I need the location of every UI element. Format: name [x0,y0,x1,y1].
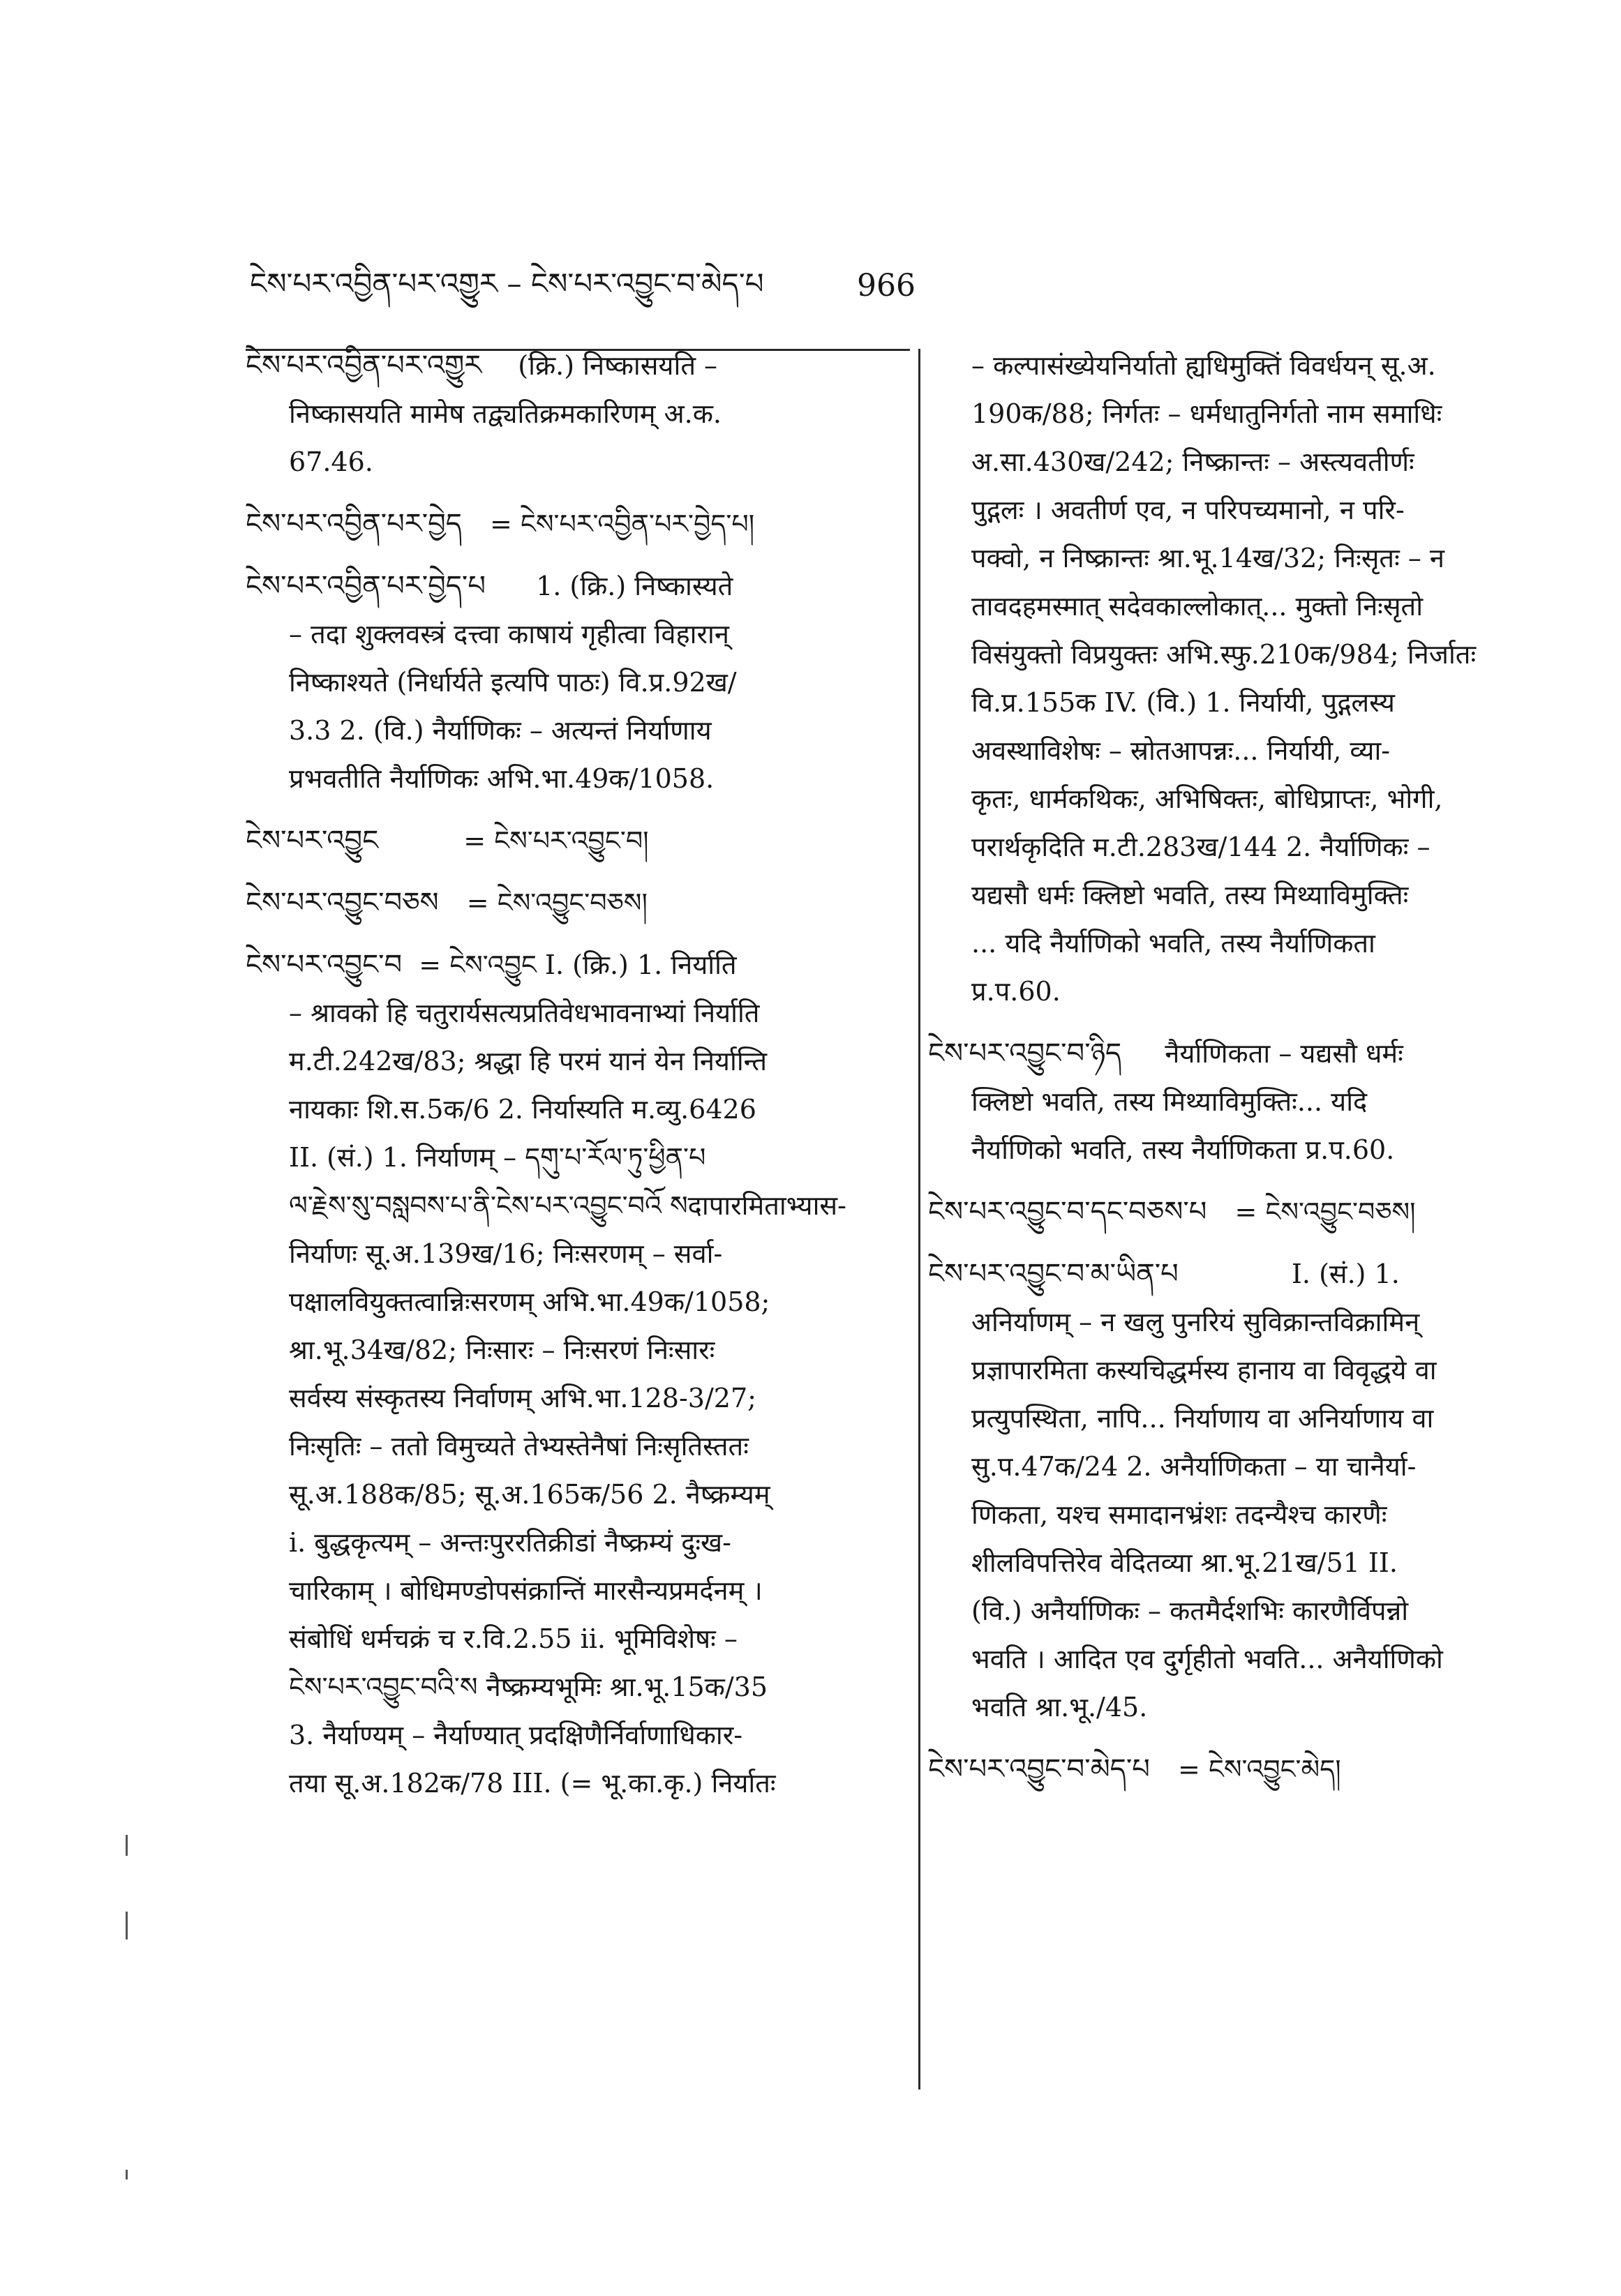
page-number: 966 [857,268,916,303]
entry-text: निष्काश्यते (निर्धार्यते इत्यपि पाठः) वि.प्र.92ख/ [289,667,737,698]
entry-headword: ངེས་པར་འབྱིན་པར་བྱེད [246,508,462,540]
entry-text: तया सू.अ.182क/78 III. (= भू.का.कृ.) निर्यातः [289,1768,776,1799]
entry-text: तावदहमस्मात् सदेवकाल्लोकात्... मुक्तो निःसृतो [971,591,1424,622]
entry-headword: ངེས་པར་འབྱུང་བ་མེད་པ [928,1753,1150,1785]
entry-text: क्लिष्टो भवति, तस्य मिथ्याविमुक्तिः... यदि [971,1086,1368,1117]
entry-headword: ངེས་པར་འབྱིན་པར་བྱེད་པ [246,570,486,602]
entry-text: ... यदि नैर्याणिको भवति, तस्य नैर्याणिकता [971,928,1375,959]
dictionary-entry [928,1030,1560,1174]
running-header [250,264,989,320]
scan-mark [126,1912,128,1939]
entry-text: णिकता, यश्च समादानभ्रंशः तदन्यैश्च कारणैः [971,1499,1387,1530]
entry-text: = ངེས་པར་འབྱིན་པར་བྱེད་པ། [490,509,755,539]
entry-text: यद्यसौ धर्मः क्लिष्टो भवति, तस्य मिथ्याविमुक्तिः [971,880,1409,910]
dictionary-entry [246,342,919,486]
entry-text: = ངེས་འབྱུང་བཅས། [466,887,648,918]
entry-text: म.टी.242ख/83; श्रद्धा हि परमं यानं येन निर्यान्ति [289,1046,768,1076]
entry-text: नैर्याणिको भवति, तस्य नैर्याणिकता प्र.प.60. [971,1134,1395,1165]
entry-text: 67.46. [289,447,373,477]
entry-headword: ངེས་པར་འབྱུང་བ་ཉིད [928,1037,1122,1070]
entry-headword: ངེས་པར་འབྱུང་བ [246,949,403,981]
dictionary-entry [246,941,919,1808]
dictionary-entry [246,562,919,803]
entry-text: प्रत्युपस्थिता, नापि... निर्याणाय वा अनिर्याणाय वा [971,1403,1434,1434]
entry-text: नैर्याणिकता – यद्यसौ धर्मः [1165,1038,1403,1069]
entry-text: – कल्पासंख्येयनिर्यातो ह्यधिमुक्तिं विवर्धयन् सू.अ. [971,350,1436,381]
entry-text: अनिर्याणम् – न खलु पुनरियं सुविक्रान्तविक्रामिन् [971,1307,1420,1337]
left-column [246,342,919,1822]
entry-text: सर्वस्य संस्कृतस्य निर्वाणम् अभि.भा.128-3/27; [289,1383,756,1413]
entry-text: भवति श्रा.भू./45. [971,1692,1148,1723]
entry-text: कृतः, धार्मकथिकः, अभिषिक्तः, बोधिप्राप्तः, भोगी, [971,783,1443,814]
entry-text: 1. (क्रि.) निष्कास्यते [536,571,733,601]
entry-text: भवति । आदित एव दुर्गृहीतो भवति... अनैर्याणिको [971,1644,1443,1674]
entry-text: प्र.प.60. [971,976,1061,1007]
dictionary-entry [928,1250,1560,1732]
entry-text: = ངེས་པར་འབྱུང་བ། [463,825,649,856]
entry-text: 190क/88; निर्गतः – धर्मधातुनिर्गतो नाम समाधिः [971,398,1442,429]
entry-text: – तदा शुक्लवस्त्रं दत्त्वा काषायं गृहीत्वा विहारान् [289,619,729,650]
entry-text: परार्थकृदिति म.टी.283ख/144 2. नैर्याणिकः – [971,832,1430,862]
entry-text: 3.3 2. (वि.) नैर्याणिकः – अत्यन्तं निर्याणाय [289,715,712,746]
entry-text: = ངེས་འབྱུང I. (क्रि.) 1. निर्याति [419,950,737,980]
entry-headword: ངེས་པར་འབྱུང [246,825,379,857]
entry-text: I. (सं.) 1. [1291,1259,1400,1289]
dictionary-entry-continued [928,342,1560,1016]
entry-text: (क्रि.) निष्कासयति – [518,350,718,381]
entry-text: सू.अ.188क/85; सू.अ.165क/56 2. नैष्क्रम्यम् [289,1479,770,1510]
scan-mark [126,2170,128,2179]
scan-mark [126,1835,128,1856]
entry-text: सु.प.47क/24 2. अनैर्याणिकता – या चानैर्या- [971,1451,1417,1482]
entry-headword: ངེས་པར་འབྱུང་བཅས [246,887,439,919]
dictionary-entry [246,500,919,548]
dictionary-entry [246,817,919,865]
entry-text: = ངེས་འབྱུང་བཅས། [1234,1196,1416,1227]
entry-text: निःसृतिः – ततो विमुच्यते तेभ्यस्तेनैषां निःसृतिस्ततः [289,1431,749,1462]
entry-text: निर्याणः सू.अ.139ख/16; निःसरणम् – सर्वा- [289,1238,723,1269]
dictionary-entry [928,1188,1560,1236]
entry-text: वि.प्र.155क IV. (वि.) 1. निर्यायी, पुद्गलस्य [971,687,1395,718]
entry-text: प्रज्ञापारमिता कस्यचिद्धर्मस्य हानाय वा विवृद्धये वा [971,1355,1437,1386]
scan-margin-marks [121,1835,135,2219]
entry-text: = ངེས་འབྱུང་མེད། [1177,1754,1341,1785]
entry-text: संबोधिं धर्मचक्रं च र.वि.2.55 ii. भूमिविशेषः – [289,1623,738,1654]
entry-text: पक्वो, न निष्क्रान्तः श्रा.भू.14ख/32; निःसृतः – न [971,543,1445,573]
entry-text: ངེས་པར་འབྱུང་བའི་ས नैष्क्रम्यभूमिः श्रा.भू.15क/35 [289,1672,768,1702]
entry-text: पक्षालवियुक्तत्वान्निःसरणम् अभि.भा.49क/1058; [289,1286,770,1317]
entry-text: अ.सा.430ख/242; निष्क्रान्तः – अस्त्यवतीर्णः [971,447,1414,477]
entry-text: श्रा.भू.34ख/82; निःसारः – निःसरणं निःसारः [289,1335,715,1365]
header-range: ངེས་པར་འབྱིན་པར་འགྱུར – ངེས་པར་འབྱུང་བ་མེད་པ [250,266,764,301]
entry-text: निष्कासयति मामेष तद्व्यतिक्रमकारिणम् अ.क. [289,398,722,429]
dictionary-entry [246,879,919,927]
entry-text: पुद्गलः । अवतीर्ण एव, न परिपच्यमानो, न परि- [971,495,1405,525]
dictionary-entry [928,1746,1560,1794]
entry-text: i. बुद्धकृत्यम् – अन्तःपुररतिक्रीडां नैष्क्रम्यं दुःख- [289,1527,731,1558]
entry-text: अवस्थाविशेषः – स्रोतआपन्नः... निर्यायी, व्या- [971,735,1391,766]
entry-headword: ངེས་པར་འབྱུང་བ་མ་ཡིན་པ [928,1258,1179,1290]
entry-text: (वि.) अनैर्याणिकः – कतमैर्दशभिः कारणैर्विपन्नो [971,1596,1409,1626]
entry-text: ལ་རྗེས་སུ་བསླབས་པ་ནི་ངེས་པར་འབྱུང་བའོ སदापारमिताभ्यास- [289,1190,846,1221]
entry-text: शीलविपत्तिरेव वेदितव्या श्रा.भू.21ख/51 II. [971,1547,1398,1578]
entry-text: नायकाः शि.स.5क/6 2. निर्यास्यति म.व्यु.6426 [289,1094,756,1125]
entry-text: – श्रावको हि चतुरार्यसत्यप्रतिवेधभावनाभ्यां निर्याति [289,998,760,1028]
entry-text: II. (सं.) 1. निर्याणम् – དགུ་པ་རོལ་ཏུ་ཕྱིན་པ [289,1142,706,1173]
entry-text: चारिकाम् । बोधिमण्डोपसंक्रान्तिं मारसैन्यप्रमर्दनम् । [289,1575,763,1606]
right-column [928,342,1560,1808]
entry-headword: ངེས་པར་འབྱིན་པར་འགྱུར [246,350,482,382]
entry-headword: ངེས་པར་འབྱུང་བ་དང་བཅས་པ [928,1196,1207,1228]
entry-text: 3. नैर्याण्यम् – नैर्याण्यात् प्रदक्षिणैर्निर्वाणाधिकार- [289,1720,743,1750]
entry-text: विसंयुक्तो विप्रयुक्तः अभि.स्फु.210क/984; निर्जातः [971,639,1477,670]
entry-text: प्रभवतीति नैर्याणिकः अभि.भा.49क/1058. [289,763,715,794]
